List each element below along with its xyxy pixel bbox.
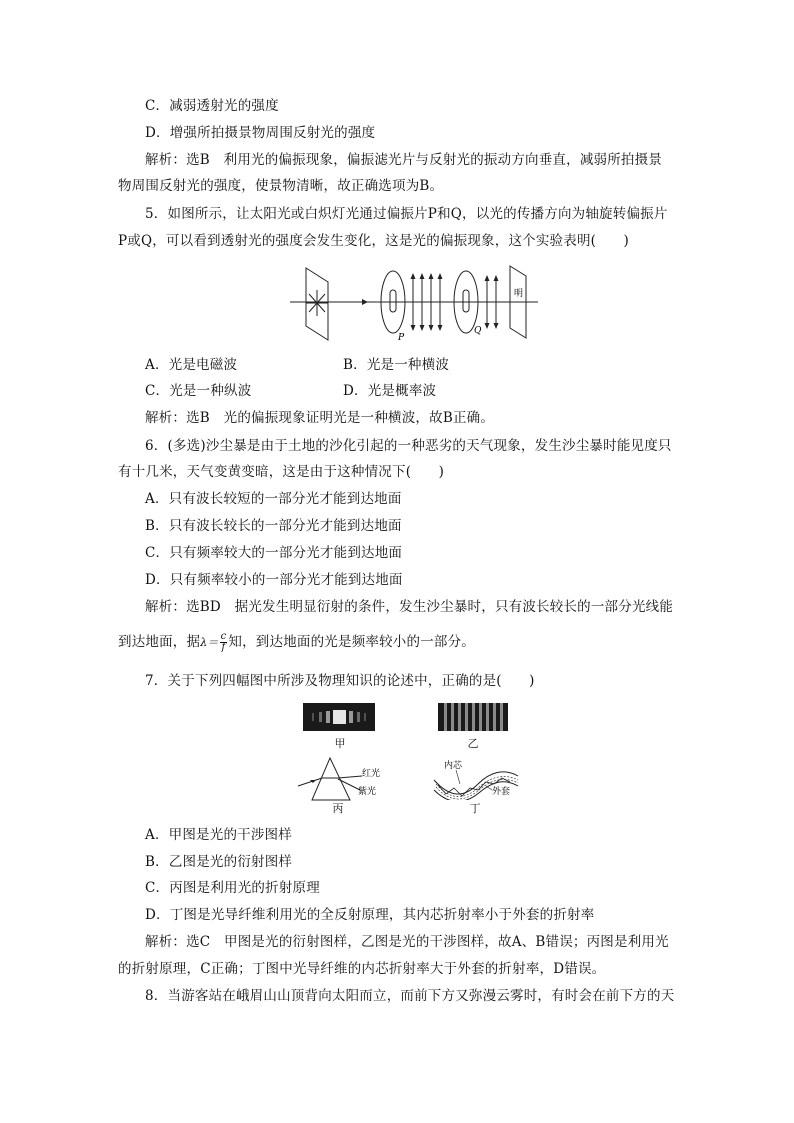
q5-option-a: A．光是电磁波 <box>145 357 238 373</box>
label-violet: 紫光 <box>358 787 377 797</box>
unpolarized-light-icon <box>306 290 328 316</box>
q6-stem-line2: 有十几米，天气变黄变暗，这是由于这种情况下( ) <box>118 464 445 480</box>
q7-option-c: C．丙图是利用光的折射原理 <box>145 880 320 896</box>
q4-analysis-line2: 物周围反射光的强度，使景物清晰，故正确选项为B。 <box>118 178 444 194</box>
caption-ding: 丁 <box>469 802 481 815</box>
q5-option-c: C．光是一种纵波 <box>145 383 252 399</box>
formula-denominator: f <box>221 642 226 653</box>
formula-numerator: c <box>220 631 227 642</box>
q6-analysis-pre: 到达地面，据 <box>118 634 201 650</box>
interference-pattern-yi <box>438 703 508 731</box>
label-q: Q <box>474 326 482 336</box>
q6-analysis-line2 <box>118 632 475 653</box>
optical-fiber-figure-ding <box>430 758 522 800</box>
q5-stem-line2: P或Q，可以看到透射光的强度会发生变化，这是光的偏振现象，这个实验表明( ) <box>118 233 629 249</box>
q6-option-d: D．只有频率较小的一部分光才能到达地面 <box>145 572 403 588</box>
label-p: P <box>398 333 405 343</box>
label-core: 内芯 <box>444 761 463 771</box>
q5-option-b: B．光是一种横波 <box>343 357 450 373</box>
q5-analysis: 解析：选B 光的偏振现象证明光是一种横波，故B正确。 <box>145 410 495 426</box>
q6-analysis-post: 知，到达地面的光是频率较小的一部分。 <box>228 634 475 650</box>
source-arrow-icon <box>362 299 368 305</box>
q6-stem-line1: 6．(多选)沙尘暴是由于土地的沙化引起的一种恶劣的天气现象，发生沙尘暴时能见度只 <box>145 438 672 454</box>
caption-jia: 甲 <box>334 737 346 750</box>
diffraction-pattern-jia <box>303 703 375 731</box>
q7-analysis-line2: 的折射原理，C正确；丁图中光导纤维的内芯折射率大于外套的折射率，D错误。 <box>118 961 606 977</box>
formula-lhs: λ＝ <box>200 636 219 649</box>
q7-option-a: A．甲图是光的干涉图样 <box>145 827 292 843</box>
q4-option-d: D．增强所拍摄景物周围反射光的强度 <box>145 125 376 141</box>
formula-fraction <box>220 632 228 653</box>
q6-option-c: C．只有频率较大的一部分光才能到达地面 <box>145 545 403 561</box>
prism-figure-bing <box>296 756 384 802</box>
q7-option-d: D．丁图是光导纤维利用光的全反射原理，其内芯折射率小于外套的折射率 <box>145 907 595 923</box>
caption-yi: 乙 <box>467 737 479 750</box>
q7-stem: 7．关于下列四幅图中所涉及物理知识的论述中，正确的是( ) <box>145 673 535 689</box>
q6-option-a: A．只有波长较短的一部分光才能到达地面 <box>145 491 402 507</box>
red-ray <box>338 776 362 778</box>
q5-option-d: D．光是概率波 <box>343 383 437 399</box>
q6-option-b: B．只有波长较长的一部分光才能到达地面 <box>145 518 402 534</box>
q6-analysis-line1: 解析：选BD 据光发生明显衍射的条件，发生沙尘暴时，只有波长较长的一部分光线能 <box>145 599 674 615</box>
caption-bing: 丙 <box>332 802 344 815</box>
q4-analysis-line1: 解析：选B 利用光的偏振现象，偏振滤光片与反射光的振动方向垂直，减弱所拍摄景 <box>145 152 663 168</box>
polarizer-q-slit <box>463 290 469 312</box>
label-bright: 明 <box>514 289 524 299</box>
polarizer-p-slit <box>390 290 396 312</box>
q8-stem-line1: 8．当游客站在峨眉山山顶背向太阳而立，而前下方又弥漫云雾时，有时会在前下方的天 <box>145 988 675 1004</box>
q7-option-b: B．乙图是光的衍射图样 <box>145 854 293 870</box>
label-cladding: 外套 <box>492 787 511 797</box>
q4-option-c: C．减弱透射光的强度 <box>145 98 279 114</box>
q5-stem-line1: 5．如图所示，让太阳光或白炽灯光通过偏振片P和Q，以光的传播方向为轴旋转偏振片 <box>145 206 668 222</box>
violet-ray <box>338 779 360 790</box>
polarizer-diagram <box>286 260 548 346</box>
q7-analysis-line1: 解析：选C 甲图是光的衍射图样，乙图是光的干涉图样，故A、B错误；丙图是利用光 <box>145 934 669 950</box>
label-red: 红光 <box>362 769 381 779</box>
